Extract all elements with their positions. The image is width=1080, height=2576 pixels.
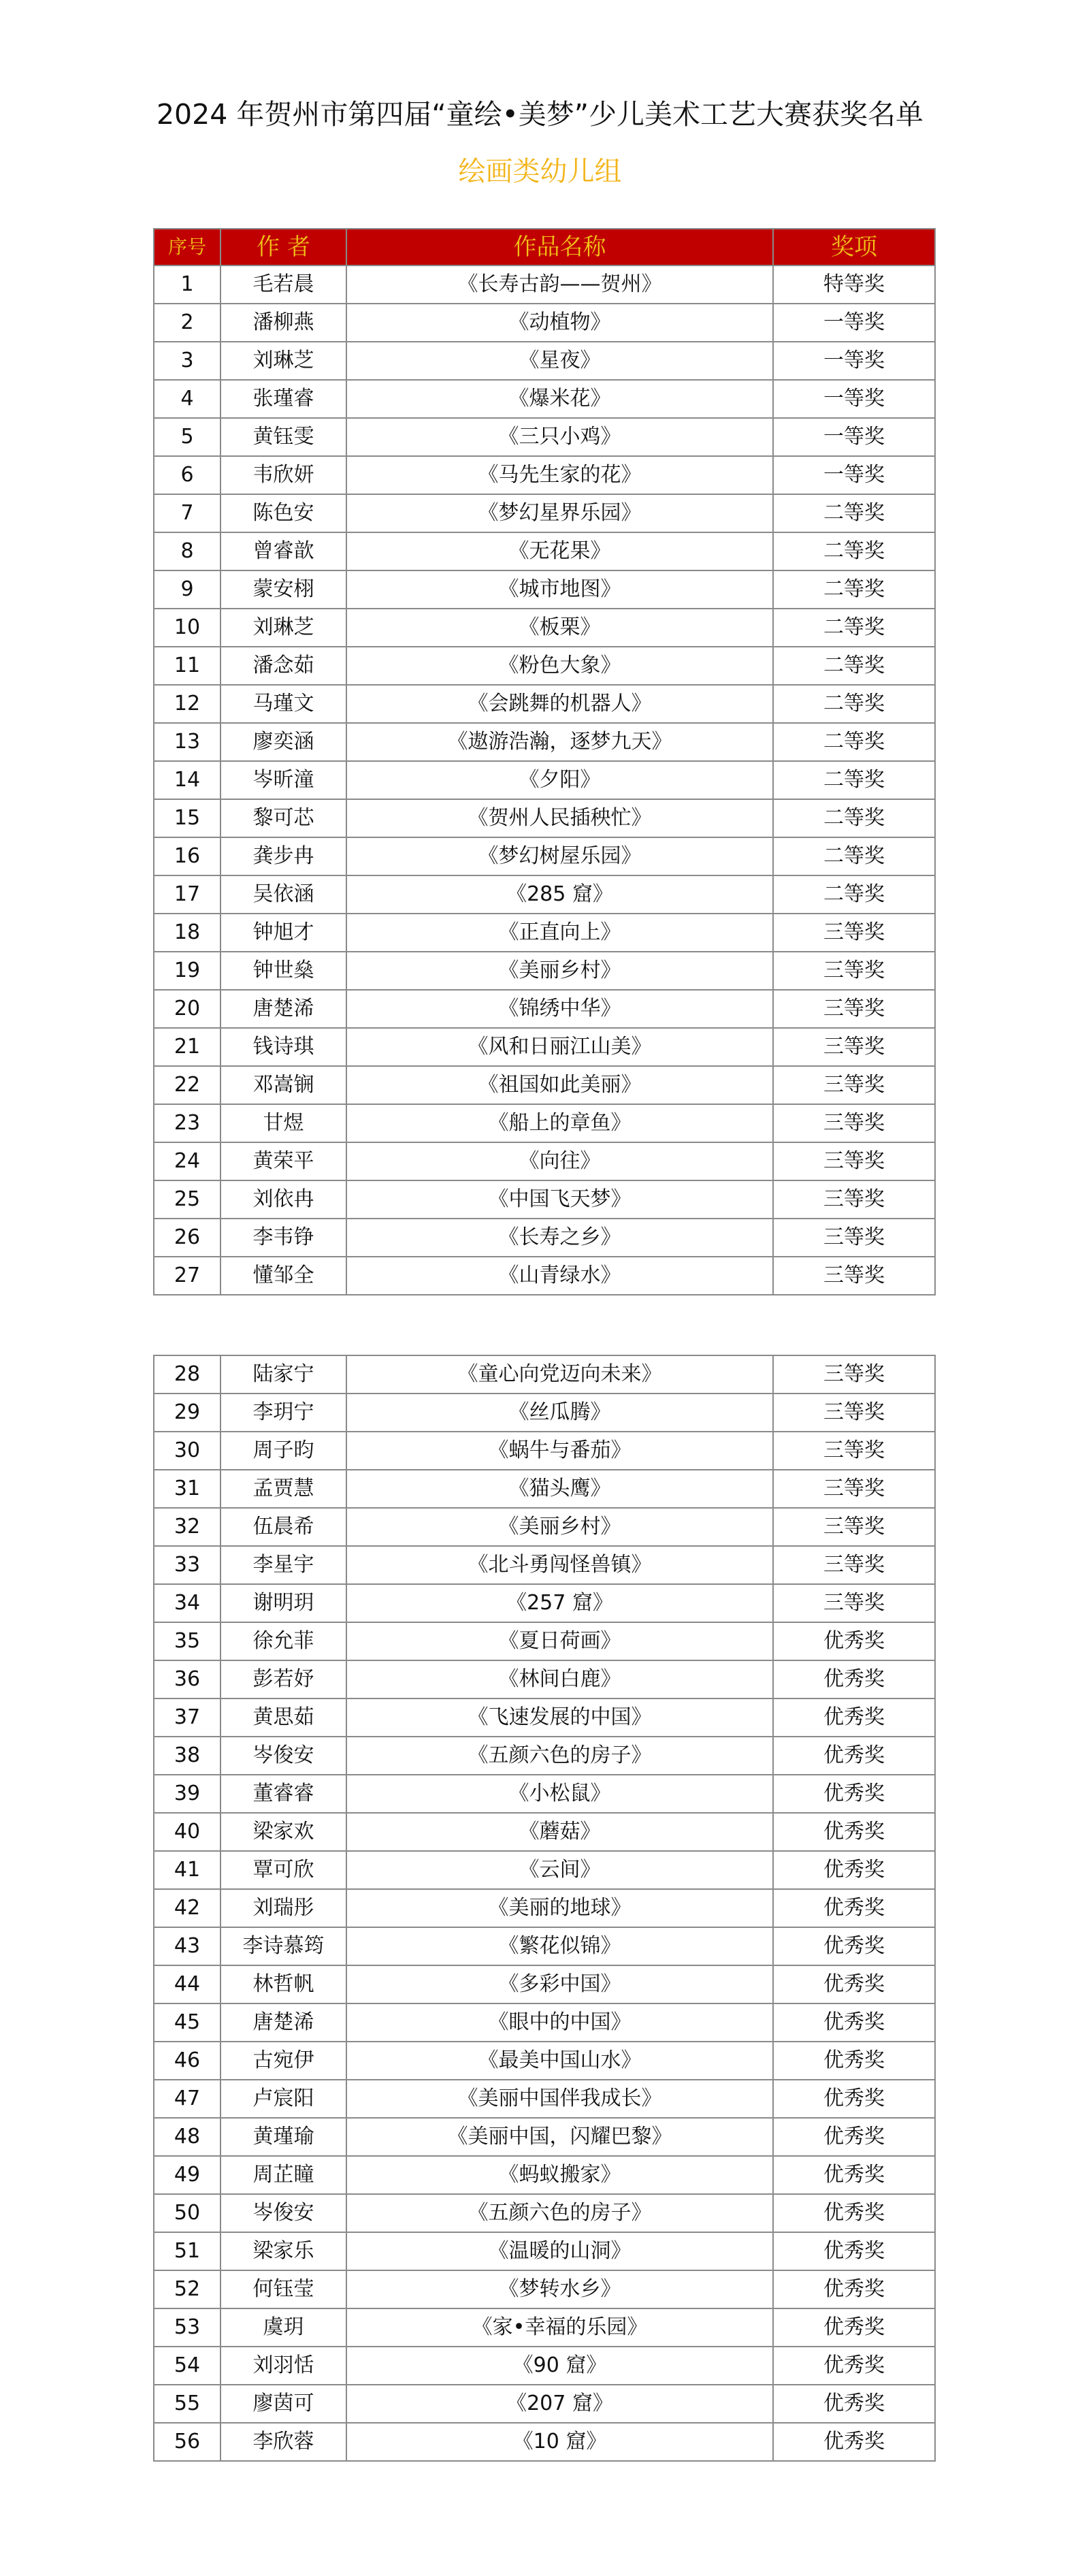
cell-work-title: 《遨游浩瀚，逐梦九天》 (346, 723, 773, 761)
cell-number: 15 (154, 799, 220, 837)
cell-work-title: 《会跳舞的机器人》 (346, 685, 773, 723)
cell-number: 48 (154, 2118, 220, 2156)
cell-author: 陈色安 (220, 494, 346, 532)
cell-number: 11 (154, 647, 220, 685)
table-row (154, 418, 935, 456)
cell-author: 虞玥 (220, 2308, 346, 2347)
cell-award: 三等奖 (773, 1257, 935, 1295)
cell-award: 优秀奖 (773, 2042, 935, 2080)
table-row (154, 2003, 935, 2042)
cell-author: 梁家欢 (220, 1813, 346, 1851)
cell-number: 7 (154, 494, 220, 532)
cell-number: 17 (154, 875, 220, 914)
cell-author: 彭若妤 (220, 1660, 346, 1698)
cell-award: 三等奖 (773, 1508, 935, 1546)
cell-author: 谢明玥 (220, 1584, 346, 1622)
table-row (154, 380, 935, 418)
cell-award: 三等奖 (773, 1028, 935, 1066)
cell-work-title: 《风和日丽江山美》 (346, 1028, 773, 1066)
awards-table-body-part-1 (154, 265, 935, 1295)
cell-author: 马瑾文 (220, 685, 346, 723)
cell-author: 岑俊安 (220, 2194, 346, 2232)
cell-work-title: 《中国飞天梦》 (346, 1180, 773, 1219)
table-row (154, 494, 935, 532)
cell-award: 二等奖 (773, 761, 935, 799)
cell-author: 黄瑾瑜 (220, 2118, 346, 2156)
cell-author: 刘瑞彤 (220, 1889, 346, 1927)
cell-number: 45 (154, 2003, 220, 2042)
table-row (154, 1660, 935, 1698)
table-row (154, 1257, 935, 1295)
cell-work-title: 《星夜》 (346, 342, 773, 380)
table-row (154, 1965, 935, 2003)
cell-work-title: 《蘑菇》 (346, 1813, 773, 1851)
table-row (154, 1622, 935, 1660)
table-row (154, 1698, 935, 1737)
cell-work-title: 《祖国如此美丽》 (346, 1066, 773, 1104)
cell-award: 一等奖 (773, 342, 935, 380)
cell-work-title: 《繁花似锦》 (346, 1927, 773, 1965)
table-row (154, 837, 935, 875)
cell-number: 19 (154, 952, 220, 990)
table-row (154, 532, 935, 570)
cell-work-title: 《三只小鸡》 (346, 418, 773, 456)
cell-number: 30 (154, 1432, 220, 1470)
awards-table-part-2 (153, 1355, 936, 2462)
cell-author: 卢宸阳 (220, 2080, 346, 2118)
table-row (154, 1813, 935, 1851)
table-row (154, 1219, 935, 1257)
cell-number: 46 (154, 2042, 220, 2080)
cell-number: 27 (154, 1257, 220, 1295)
cell-work-title: 《猫头鹰》 (346, 1470, 773, 1508)
cell-work-title: 《向往》 (346, 1142, 773, 1180)
cell-work-title: 《贺州人民插秧忙》 (346, 799, 773, 837)
cell-award: 三等奖 (773, 990, 935, 1028)
cell-author: 董睿睿 (220, 1775, 346, 1813)
cell-author: 龚步冉 (220, 837, 346, 875)
table-row (154, 1028, 935, 1066)
cell-work-title: 《板栗》 (346, 609, 773, 647)
cell-award: 三等奖 (773, 1142, 935, 1180)
category-subtitle: 绘画类幼儿组 (458, 156, 622, 187)
cell-author: 孟贾慧 (220, 1470, 346, 1508)
cell-author: 潘柳燕 (220, 304, 346, 342)
cell-award: 优秀奖 (773, 1965, 935, 2003)
cell-award: 优秀奖 (773, 2118, 935, 2156)
cell-author: 毛若晨 (220, 265, 346, 304)
table-row (154, 685, 935, 723)
cell-work-title: 《无花果》 (346, 532, 773, 570)
cell-work-title: 《锦绣中华》 (346, 990, 773, 1028)
cell-author: 岑俊安 (220, 1737, 346, 1775)
cell-work-title: 《长寿之乡》 (346, 1219, 773, 1257)
cell-number: 47 (154, 2080, 220, 2118)
table-row (154, 265, 935, 304)
cell-author: 岑昕潼 (220, 761, 346, 799)
table-row (154, 1355, 935, 1394)
cell-author: 李诗慕筠 (220, 1927, 346, 1965)
cell-author: 唐楚浠 (220, 990, 346, 1028)
cell-author: 廖奕涵 (220, 723, 346, 761)
cell-award: 二等奖 (773, 723, 935, 761)
cell-award: 三等奖 (773, 1546, 935, 1584)
cell-work-title: 《小松鼠》 (346, 1775, 773, 1813)
cell-award: 二等奖 (773, 875, 935, 914)
cell-work-title: 《林间白鹿》 (346, 1660, 773, 1698)
table-row (154, 609, 935, 647)
table-row (154, 2347, 935, 2385)
cell-work-title: 《夕阳》 (346, 761, 773, 799)
cell-award: 三等奖 (773, 1394, 935, 1432)
cell-award: 二等奖 (773, 609, 935, 647)
cell-work-title: 《蚂蚁搬家》 (346, 2156, 773, 2194)
cell-author: 周子昀 (220, 1432, 346, 1470)
table-row (154, 1142, 935, 1180)
table-row (154, 2423, 935, 2461)
cell-work-title: 《207 窟》 (346, 2385, 773, 2423)
cell-author: 伍晨希 (220, 1508, 346, 1546)
cell-award: 三等奖 (773, 1104, 935, 1142)
cell-award: 优秀奖 (773, 1775, 935, 1813)
cell-number: 28 (154, 1355, 220, 1394)
header-author: 作 者 (220, 229, 346, 265)
table-row (154, 2270, 935, 2308)
cell-number: 24 (154, 1142, 220, 1180)
cell-number: 18 (154, 914, 220, 952)
cell-author: 钟世燊 (220, 952, 346, 990)
cell-number: 14 (154, 761, 220, 799)
cell-author: 蒙安栩 (220, 570, 346, 609)
cell-work-title: 《童心向党迈向未来》 (346, 1355, 773, 1394)
cell-number: 29 (154, 1394, 220, 1432)
cell-author: 周芷瞳 (220, 2156, 346, 2194)
cell-number: 6 (154, 456, 220, 494)
cell-author: 邓嵩锎 (220, 1066, 346, 1104)
cell-work-title: 《城市地图》 (346, 570, 773, 609)
table-row (154, 1927, 935, 1965)
cell-award: 优秀奖 (773, 2003, 935, 2042)
table-row (154, 304, 935, 342)
cell-work-title: 《蜗牛与番茄》 (346, 1432, 773, 1470)
cell-author: 唐楚浠 (220, 2003, 346, 2042)
cell-award: 优秀奖 (773, 1813, 935, 1851)
cell-work-title: 《梦转水乡》 (346, 2270, 773, 2308)
cell-award: 优秀奖 (773, 1889, 935, 1927)
table-row (154, 342, 935, 380)
cell-work-title: 《90 窟》 (346, 2347, 773, 2385)
table-row (154, 2232, 935, 2270)
table-row (154, 1104, 935, 1142)
cell-number: 21 (154, 1028, 220, 1066)
table-row (154, 2042, 935, 2080)
cell-work-title: 《257 窟》 (346, 1584, 773, 1622)
table-row (154, 1851, 935, 1889)
cell-number: 41 (154, 1851, 220, 1889)
awards-table-part-1 (153, 228, 936, 1295)
cell-number: 4 (154, 380, 220, 418)
cell-number: 32 (154, 1508, 220, 1546)
document-title: 2024 年贺州市第四届“童绘•美梦”少儿美术工艺大赛获奖名单 (156, 98, 924, 131)
cell-author: 钟旭才 (220, 914, 346, 952)
cell-work-title: 《梦幻树屋乐园》 (346, 837, 773, 875)
cell-award: 优秀奖 (773, 1737, 935, 1775)
cell-award: 优秀奖 (773, 2194, 935, 2232)
cell-work-title: 《五颜六色的房子》 (346, 1737, 773, 1775)
cell-award: 优秀奖 (773, 1622, 935, 1660)
cell-work-title: 《粉色大象》 (346, 647, 773, 685)
table-row (154, 570, 935, 609)
cell-author: 廖茵可 (220, 2385, 346, 2423)
cell-award: 优秀奖 (773, 2232, 935, 2270)
cell-author: 徐允菲 (220, 1622, 346, 1660)
cell-award: 优秀奖 (773, 2308, 935, 2347)
cell-work-title: 《285 窟》 (346, 875, 773, 914)
cell-number: 5 (154, 418, 220, 456)
cell-author: 覃可欣 (220, 1851, 346, 1889)
cell-work-title: 《10 窟》 (346, 2423, 773, 2461)
table-row (154, 1775, 935, 1813)
cell-award: 二等奖 (773, 570, 935, 609)
cell-number: 49 (154, 2156, 220, 2194)
cell-award: 优秀奖 (773, 2347, 935, 2385)
cell-author: 林哲帆 (220, 1965, 346, 2003)
cell-number: 16 (154, 837, 220, 875)
cell-number: 52 (154, 2270, 220, 2308)
cell-award: 三等奖 (773, 914, 935, 952)
table-row (154, 456, 935, 494)
cell-author: 李星宇 (220, 1546, 346, 1584)
cell-number: 37 (154, 1698, 220, 1737)
cell-number: 13 (154, 723, 220, 761)
cell-work-title: 《家•幸福的乐园》 (346, 2308, 773, 2347)
cell-work-title: 《正直向上》 (346, 914, 773, 952)
table-row (154, 2156, 935, 2194)
cell-number: 53 (154, 2308, 220, 2347)
cell-number: 26 (154, 1219, 220, 1257)
cell-number: 33 (154, 1546, 220, 1584)
cell-work-title: 《最美中国山水》 (346, 2042, 773, 2080)
cell-number: 23 (154, 1104, 220, 1142)
cell-author: 李韦铮 (220, 1219, 346, 1257)
cell-award: 优秀奖 (773, 1851, 935, 1889)
cell-number: 51 (154, 2232, 220, 2270)
cell-author: 曾睿歆 (220, 532, 346, 570)
cell-work-title: 《夏日荷画》 (346, 1622, 773, 1660)
cell-award: 特等奖 (773, 265, 935, 304)
header-work-title: 作品名称 (346, 229, 773, 265)
cell-work-title: 《丝瓜腾》 (346, 1394, 773, 1432)
cell-number: 2 (154, 304, 220, 342)
table-row (154, 647, 935, 685)
cell-author: 刘依冉 (220, 1180, 346, 1219)
cell-work-title: 《动植物》 (346, 304, 773, 342)
table-row (154, 2194, 935, 2232)
cell-number: 44 (154, 1965, 220, 2003)
cell-award: 二等奖 (773, 685, 935, 723)
cell-author: 古宛伊 (220, 2042, 346, 2080)
cell-work-title: 《美丽中国伴我成长》 (346, 2080, 773, 2118)
cell-number: 56 (154, 2423, 220, 2461)
cell-award: 一等奖 (773, 304, 935, 342)
cell-author: 何钰莹 (220, 2270, 346, 2308)
table-row (154, 990, 935, 1028)
table-header-row (154, 229, 935, 265)
table-row (154, 914, 935, 952)
cell-award: 优秀奖 (773, 2156, 935, 2194)
cell-number: 22 (154, 1066, 220, 1104)
cell-work-title: 《长寿古韵——贺州》 (346, 265, 773, 304)
cell-work-title: 《飞速发展的中国》 (346, 1698, 773, 1737)
cell-work-title: 《五颜六色的房子》 (346, 2194, 773, 2232)
cell-number: 42 (154, 1889, 220, 1927)
cell-author: 潘念茹 (220, 647, 346, 685)
cell-number: 55 (154, 2385, 220, 2423)
cell-work-title: 《北斗勇闯怪兽镇》 (346, 1546, 773, 1584)
table-row (154, 1889, 935, 1927)
table-row (154, 1066, 935, 1104)
cell-award: 一等奖 (773, 418, 935, 456)
cell-number: 38 (154, 1737, 220, 1775)
cell-author: 懂邹全 (220, 1257, 346, 1295)
cell-number: 25 (154, 1180, 220, 1219)
table-row (154, 1432, 935, 1470)
cell-work-title: 《多彩中国》 (346, 1965, 773, 2003)
cell-award: 一等奖 (773, 380, 935, 418)
cell-author: 黄钰雯 (220, 418, 346, 456)
header-award: 奖项 (773, 229, 935, 265)
cell-award: 优秀奖 (773, 2423, 935, 2461)
cell-author: 刘琳芝 (220, 609, 346, 647)
cell-author: 刘琳芝 (220, 342, 346, 380)
cell-author: 张瑾睿 (220, 380, 346, 418)
cell-award: 优秀奖 (773, 2080, 935, 2118)
cell-number: 35 (154, 1622, 220, 1660)
table-row (154, 1180, 935, 1219)
cell-number: 8 (154, 532, 220, 570)
table-row (154, 1584, 935, 1622)
table-row (154, 875, 935, 914)
cell-author: 韦欣妍 (220, 456, 346, 494)
cell-award: 一等奖 (773, 456, 935, 494)
cell-work-title: 《云间》 (346, 1851, 773, 1889)
cell-award: 优秀奖 (773, 1698, 935, 1737)
cell-award: 三等奖 (773, 952, 935, 990)
cell-award: 三等奖 (773, 1584, 935, 1622)
cell-number: 39 (154, 1775, 220, 1813)
cell-number: 10 (154, 609, 220, 647)
table-row (154, 799, 935, 837)
table-row (154, 761, 935, 799)
cell-award: 优秀奖 (773, 2270, 935, 2308)
cell-number: 31 (154, 1470, 220, 1508)
cell-award: 三等奖 (773, 1432, 935, 1470)
awards-table-body-part-2 (154, 1355, 935, 2461)
table-row (154, 1737, 935, 1775)
cell-author: 陆家宁 (220, 1355, 346, 1394)
cell-author: 李玥宁 (220, 1394, 346, 1432)
cell-award: 二等奖 (773, 494, 935, 532)
table-row (154, 952, 935, 990)
table-row (154, 2118, 935, 2156)
cell-award: 二等奖 (773, 837, 935, 875)
cell-number: 43 (154, 1927, 220, 1965)
cell-number: 20 (154, 990, 220, 1028)
cell-author: 吴依涵 (220, 875, 346, 914)
cell-work-title: 《美丽乡村》 (346, 1508, 773, 1546)
cell-number: 36 (154, 1660, 220, 1698)
cell-work-title: 《梦幻星界乐园》 (346, 494, 773, 532)
table-row (154, 1470, 935, 1508)
cell-author: 黄荣平 (220, 1142, 346, 1180)
cell-author: 钱诗琪 (220, 1028, 346, 1066)
cell-award: 三等奖 (773, 1180, 935, 1219)
cell-number: 40 (154, 1813, 220, 1851)
cell-award: 二等奖 (773, 647, 935, 685)
cell-work-title: 《美丽中国，闪耀巴黎》 (346, 2118, 773, 2156)
cell-number: 9 (154, 570, 220, 609)
cell-number: 3 (154, 342, 220, 380)
cell-work-title: 《爆米花》 (346, 380, 773, 418)
cell-author: 刘羽恬 (220, 2347, 346, 2385)
cell-award: 三等奖 (773, 1219, 935, 1257)
cell-award: 二等奖 (773, 799, 935, 837)
cell-work-title: 《美丽乡村》 (346, 952, 773, 990)
table-row (154, 1394, 935, 1432)
table-row (154, 2308, 935, 2347)
cell-number: 12 (154, 685, 220, 723)
cell-award: 三等奖 (773, 1066, 935, 1104)
cell-author: 甘煜 (220, 1104, 346, 1142)
cell-work-title: 《船上的章鱼》 (346, 1104, 773, 1142)
cell-award: 优秀奖 (773, 1927, 935, 1965)
cell-award: 优秀奖 (773, 1660, 935, 1698)
cell-author: 李欣蓉 (220, 2423, 346, 2461)
cell-number: 50 (154, 2194, 220, 2232)
table-row (154, 1508, 935, 1546)
table-row (154, 2385, 935, 2423)
cell-award: 优秀奖 (773, 2385, 935, 2423)
cell-work-title: 《山青绿水》 (346, 1257, 773, 1295)
table-row (154, 723, 935, 761)
cell-work-title: 《眼中的中国》 (346, 2003, 773, 2042)
cell-work-title: 《美丽的地球》 (346, 1889, 773, 1927)
header-number: 序号 (154, 229, 220, 265)
cell-award: 三等奖 (773, 1355, 935, 1394)
cell-work-title: 《温暖的山洞》 (346, 2232, 773, 2270)
cell-award: 二等奖 (773, 532, 935, 570)
cell-author: 黎可芯 (220, 799, 346, 837)
cell-number: 54 (154, 2347, 220, 2385)
cell-number: 34 (154, 1584, 220, 1622)
cell-author: 梁家乐 (220, 2232, 346, 2270)
cell-work-title: 《马先生家的花》 (346, 456, 773, 494)
table-row (154, 2080, 935, 2118)
cell-number: 1 (154, 265, 220, 304)
cell-author: 黄思茹 (220, 1698, 346, 1737)
cell-award: 三等奖 (773, 1470, 935, 1508)
table-row (154, 1546, 935, 1584)
